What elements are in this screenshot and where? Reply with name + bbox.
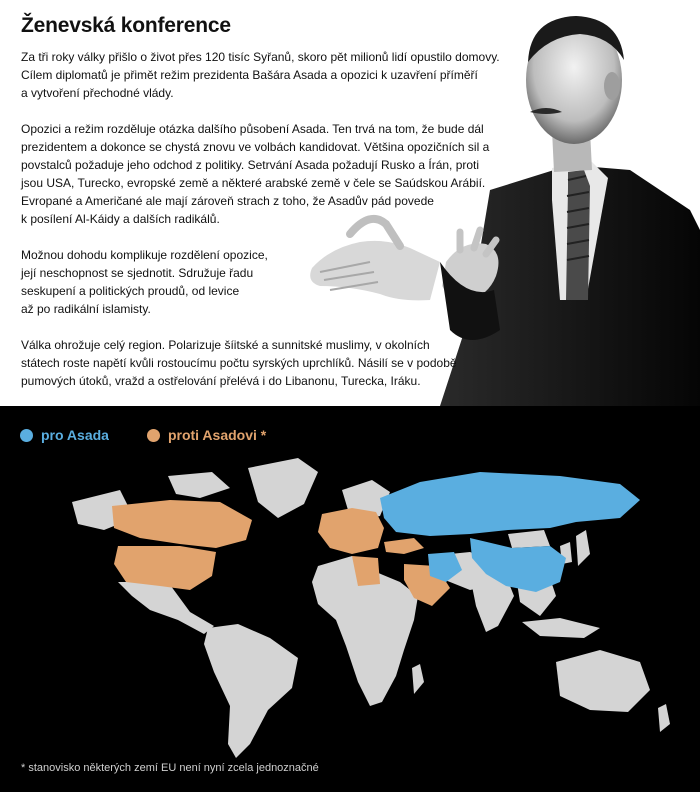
indonesia bbox=[522, 618, 600, 638]
arctic-islands bbox=[168, 472, 230, 498]
world-map bbox=[0, 406, 700, 792]
madagascar bbox=[412, 664, 424, 694]
turkey bbox=[384, 538, 424, 554]
paragraph-3-line-4: až po radikální islamisty. bbox=[21, 302, 151, 316]
paragraph-4-line-1: Válka ohrožuje celý region. Polarizuje šíitské a sunnitské muslimy, v okolních bbox=[21, 338, 430, 352]
greenland bbox=[248, 458, 318, 518]
new-zealand bbox=[658, 704, 670, 732]
paragraph-1 bbox=[21, 48, 511, 102]
canada bbox=[112, 500, 252, 548]
legend-label-against: proti Asadovi * bbox=[167, 427, 267, 443]
paragraph-2-line-6: k posílení Al-Káidy a dalších radikálů. bbox=[21, 212, 220, 226]
paragraph-4-line-3: pumových útoků, vražd a ostřelování přelévá i do Libanonu, Turecka, Iráku. bbox=[21, 374, 421, 388]
paragraph-3-line-3: seskupení a politických proudů, od levice bbox=[21, 284, 240, 298]
europe bbox=[318, 508, 384, 554]
mongolia bbox=[508, 530, 550, 548]
paragraph-3 bbox=[21, 246, 281, 318]
australia bbox=[556, 650, 650, 712]
paragraph-2-line-2: prezidentem a dokonce se chystá znovu ve volbách kandidovat. Většina opozičních sil a bbox=[21, 140, 490, 154]
russia bbox=[380, 472, 640, 536]
paragraph-1-line-3: a vytvoření přechodné vlády. bbox=[21, 86, 174, 100]
paragraph-2-line-3: povstalců požaduje jeho odchod z politiky. Setrvání Asada požadují Rusko a Írán, proti bbox=[21, 158, 480, 172]
mexico bbox=[118, 582, 214, 634]
paragraph-2-line-1: Opozici a režim rozděluje otázka dalšího působení Asada. Ten trvá na tom, že bude dál bbox=[21, 122, 484, 136]
paragraph-4 bbox=[21, 336, 471, 390]
page-title: Ženevská konference bbox=[21, 14, 231, 37]
japan bbox=[576, 530, 590, 566]
legend-label-pro: pro Asada bbox=[41, 427, 109, 443]
paragraph-4-line-2: státech roste napětí kvůli rostoucímu počtu syrských uprchlíků. Násilí se v podobě bbox=[21, 356, 457, 370]
paragraph-1-line-1: Za tři roky války přišlo o život přes 120 tisíc Syřanů, skoro pět milionů lidí opustilo domovy. bbox=[21, 50, 500, 64]
south-america bbox=[204, 624, 298, 758]
paragraph-2 bbox=[21, 120, 501, 228]
paragraph-2-line-4: jsou USA, Turecko, evropské země a některé arabské země v čele se Saúdskou Arábií. bbox=[21, 176, 486, 190]
paragraph-2-line-5: Evropané a Američané ale mají zároveň strach z toho, že Asadův pád povede bbox=[21, 194, 434, 208]
paragraph-3-line-2: její neschopnost se sjednotit. Sdružuje řadu bbox=[21, 266, 254, 280]
footnote: * stanovisko některých zemí EU není nyní zcela jednoznačné bbox=[21, 762, 319, 774]
paragraph-3-line-1: Možnou dohodu komplikuje rozdělení opozice, bbox=[21, 248, 268, 262]
map-section bbox=[0, 406, 700, 792]
paragraph-1-line-2: Cílem diplomatů je přimět režim prezidenta Bašára Asada a opozici k uzavření příměří bbox=[21, 68, 478, 82]
